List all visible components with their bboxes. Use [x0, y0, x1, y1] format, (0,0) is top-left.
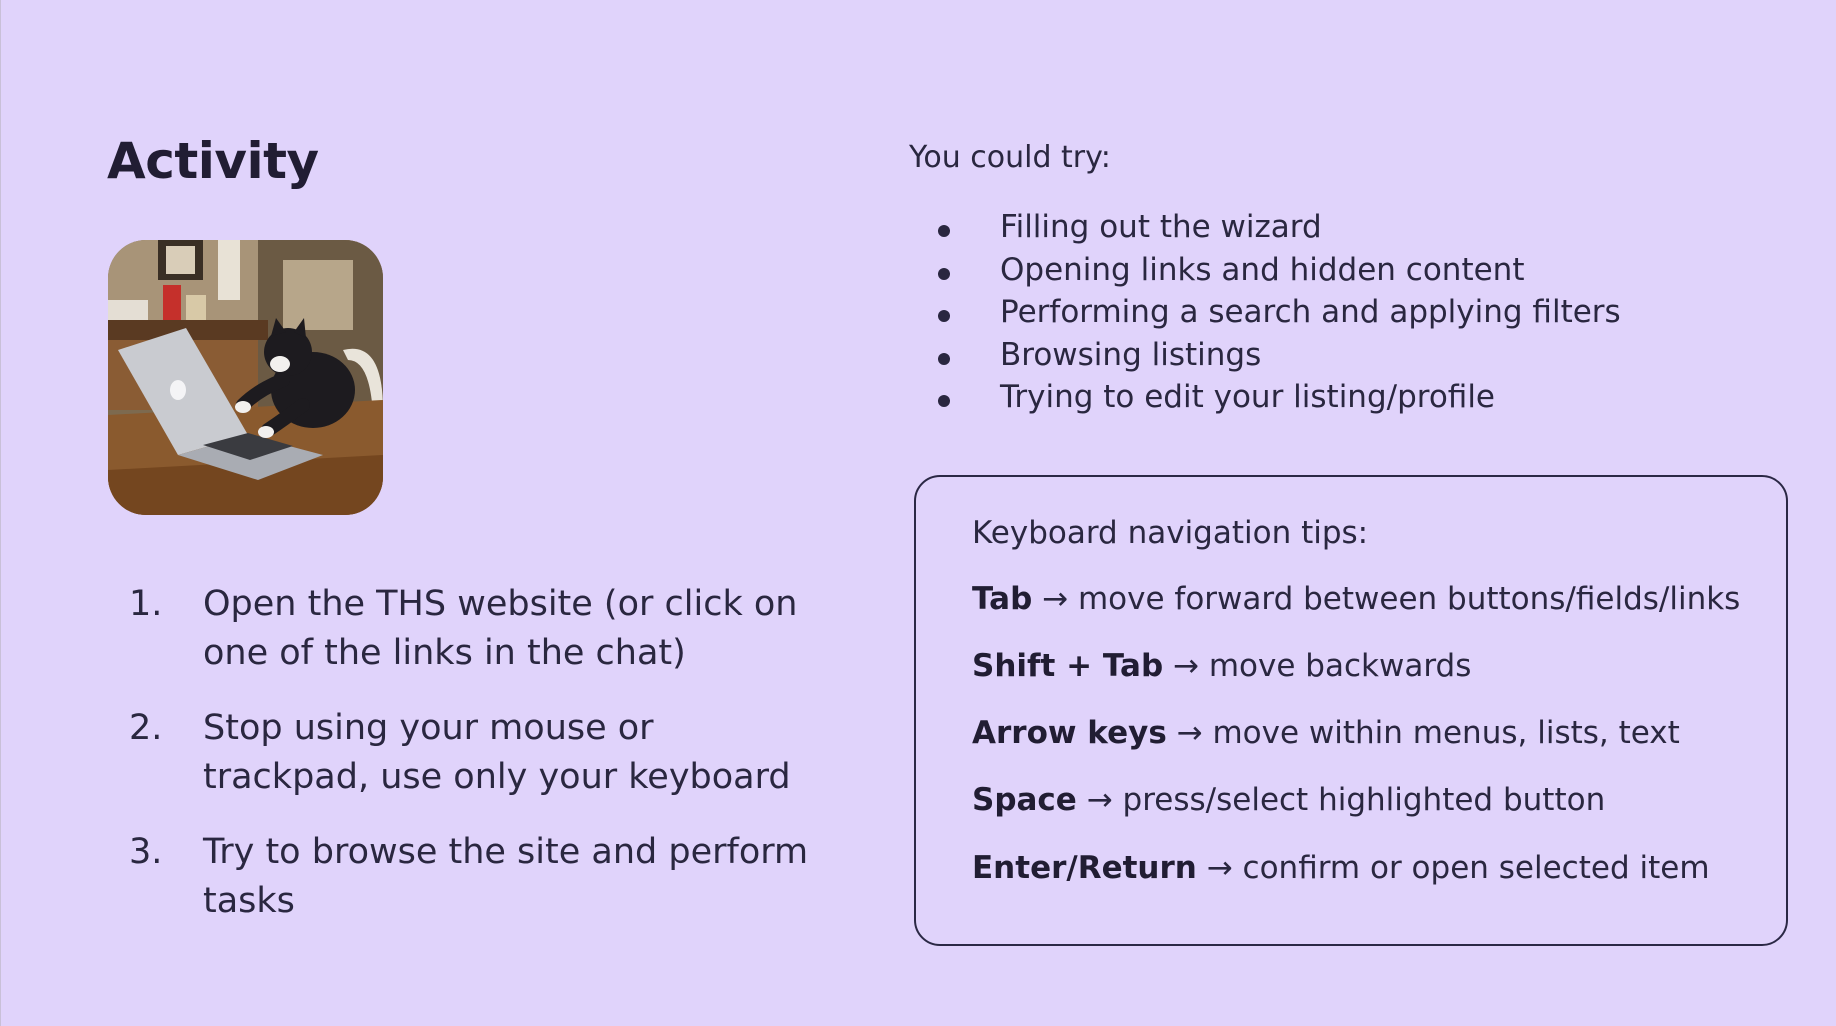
keyboard-tip [972, 782, 1605, 818]
arrow-right-icon: → [1176, 715, 1203, 751]
keyboard-tip [972, 715, 1680, 751]
tip-key: Tab [972, 581, 1033, 617]
step-text: Try to browse the site and perform tasks [203, 832, 809, 921]
keyboard-tip [972, 850, 1710, 886]
keyboard-tip [972, 581, 1740, 617]
cat-typing-on-laptop-image [108, 240, 383, 515]
arrow-right-icon: → [1086, 782, 1113, 818]
list-item: Opening links and hidden content [933, 249, 1621, 292]
step-text: Stop using your mouse or trackpad, use only your keyboard [203, 708, 791, 797]
list-item: Trying to edit your listing/profile [933, 376, 1621, 419]
tip-key: Enter/Return [972, 850, 1197, 886]
tip-key: Arrow keys [972, 715, 1167, 751]
step-number: 2. [129, 708, 163, 748]
list-item [121, 704, 821, 802]
list-item [121, 580, 821, 678]
step-text: Open the THS website (or click on one of the links in the chat) [203, 584, 798, 673]
list-item: Performing a search and applying filters [933, 291, 1621, 334]
arrow-right-icon: → [1206, 850, 1233, 886]
keyboard-tips-heading: Keyboard navigation tips: [972, 515, 1369, 551]
tip-action: move backwards [1208, 648, 1472, 684]
step-number: 3. [129, 832, 163, 872]
suggestions-list [933, 206, 1621, 419]
list-item: Filling out the wizard [933, 206, 1621, 249]
tip-action: press/select highlighted button [1122, 782, 1606, 818]
list-item: Browsing listings [933, 334, 1621, 377]
arrow-right-icon: → [1042, 581, 1069, 617]
tip-action: confirm or open selected item [1242, 850, 1710, 886]
activity-steps-list [121, 580, 821, 952]
list-item [121, 828, 821, 926]
slide-title: Activity [107, 132, 319, 190]
suggestions-intro: You could try: [909, 140, 1111, 175]
keyboard-tips-box [914, 475, 1788, 946]
tip-action: move forward between buttons/fields/links [1077, 581, 1741, 617]
tip-action: move within menus, lists, text [1212, 715, 1680, 751]
step-number: 1. [129, 584, 163, 624]
tip-key: Shift + Tab [972, 648, 1164, 684]
keyboard-tip [972, 648, 1471, 684]
tip-key: Space [972, 782, 1077, 818]
arrow-right-icon: → [1173, 648, 1199, 684]
